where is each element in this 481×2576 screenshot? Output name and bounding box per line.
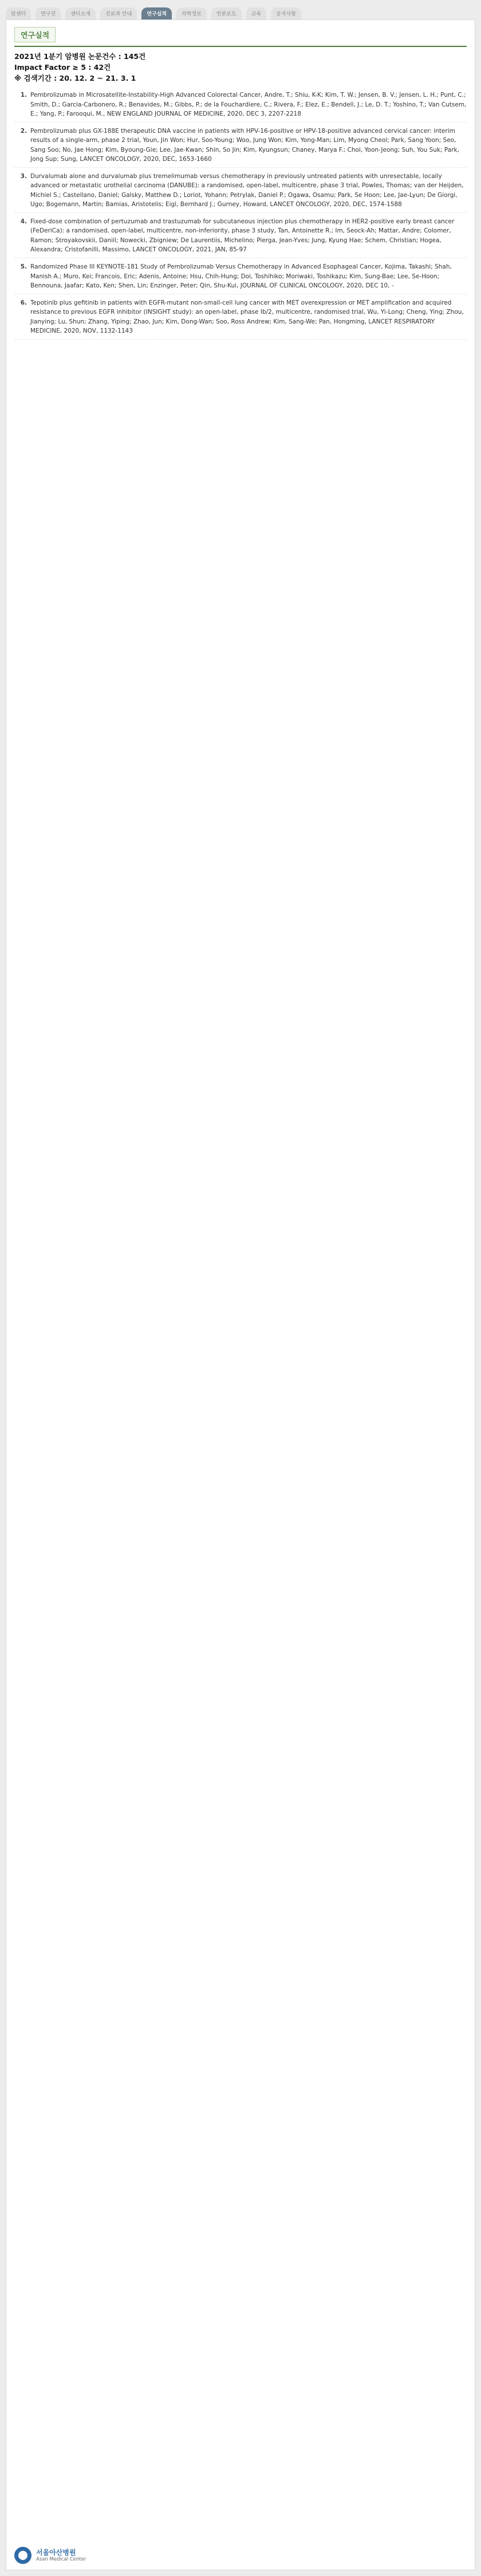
summary-paper-count: 2021년 1분기 암병원 논문건수 : 145건 <box>14 52 146 61</box>
summary-impact-factor: Impact Factor ≥ 5 : 42건 <box>14 62 111 72</box>
reference-list <box>14 90 467 340</box>
list-item <box>14 217 467 258</box>
ref-citation: Randomized Phase III KEYNOTE-181 Study of Pembrolizumab Versus Chemotherapy in Advanced Esophageal Cancer, Kojima, Takashi; Shah, Manish A.; Muro, Kei; Francois, Eric; Adenis, Antoine; Hsu, Chih-Hung; Doi, Toshihiko; Moriwaki, Toshikazu; Kim, Sung-Bae; Lee, Se-Hoon; Bennouna, Jaafar; Kato, Ken; Shen, Lin; Enzinger, Peter; Qin, Shu-Kui, JOURNAL OF CLINICAL ONCOLOGY, 2020, DEC 10, - <box>30 263 452 289</box>
summary-block <box>14 52 467 84</box>
page-content <box>6 19 475 2570</box>
ref-number: 6. <box>20 299 27 307</box>
ref-number: 5. <box>20 263 27 271</box>
ref-number: 1. <box>20 92 27 99</box>
list-item <box>14 298 467 340</box>
ref-number: 2. <box>20 128 27 135</box>
nav-tab[interactable]: 센터소개 <box>65 7 96 19</box>
ref-number: 4. <box>20 218 27 226</box>
nav-tab[interactable]: 교육 <box>246 7 266 19</box>
nav-tab[interactable]: 언론보도 <box>211 7 242 19</box>
ref-citation: Pembrolizumab plus GX-188E therapeutic DNA vaccine in patients with HPV-16-positive or HPV-18-positive advanced cervical cancer: interim results of a single-arm, phase 2 trial, Youn, Jin Won; Hur, Soo-Young; Woo, Jung Won; Kim, Yong-Man; Lim, Myong Cheol; Park, Sang Yoon; Seo, Sang Soo; No, Jae Hong; Kim, Byoung-Gie; Lee, Jae-Kwan; Shin, So Jin; Kim, Kyungsun; Chaney, Marya F.; Choi, Yoon-Jeong; Suh, You Suk; Park, Jong Sup; Sung, LANCET ONCOLOGY, 2020, DEC, 1653-1660 <box>30 128 459 163</box>
list-item <box>14 127 467 168</box>
nav-tab[interactable]: 연구진 <box>36 7 61 19</box>
nav-tab[interactable]: 공지사항 <box>271 7 301 19</box>
ref-number: 3. <box>20 173 27 180</box>
ref-citation: Tepotinib plus gefitinib in patients with EGFR-mutant non-small-cell lung cancer with MET overexpression or MET amplification and acquired resistance to previous EGFR inhibitor (INSIGHT study): an open-label, phase Ib/2, multicentre, randomised trial, Wu, Yi-Long; Cheng, Ying; Zhou, Jianying; Lu, Shun; Zhang, Yiping; Zhao, Jun; Kim, Dong-Wan; Soo, Ross Andrew; Kim, Sang-We; Pan, Hongming, LANCET RESPIRATORY MEDICINE, 2020, NOV, 1132-1143 <box>30 299 464 334</box>
summary-search-period: ※ 검색기간 : 20. 12. 2 ~ 21. 3. 1 <box>14 73 136 82</box>
top-nav <box>0 0 481 19</box>
ref-citation: Fixed-dose combination of pertuzumab and trastuzumab for subcutaneous injection plus chemotherapy in HER2-positive early breast cancer (FeDeriCa): a randomised, open-label, multicentre, non-inferiority, phase 3 study, Tan, Antoinette R.; Im, Seock-Ah; Mattar, Andre; Colomer, Ramon; Stroyakovskii, Daniil; Nowecki, Zbigniew; De Laurentiis, Michelino; Pierga, Jean-Yves; Jung, Kyung Hae; Schem, Christian; Hogea, Alexandra; Cristofanilli, Massimo, LANCET ONCOLOGY, 2021, JAN, 85-97 <box>30 218 455 253</box>
logo-text: 서울아산병원 <box>36 2548 76 2557</box>
logo-subtext: Asan Medical Center <box>36 2557 86 2563</box>
ref-citation: Durvalumab alone and durvalumab plus tremelimumab versus chemotherapy in previously untreated patients with unresectable, locally advanced or metastatic urothelial carcinoma (DANUBE): a randomised, open-label, multicentre, phase 3 trial, Powles, Thomas; van der Heijden, Michiel S.; Castellano, Daniel; Galsky, Matthew D.; Loriot, Yohann; Petrylak, Daniel P.; Ogawa, Osamu; Park, Se Hoon; Lee, Jae-Lyun; De Giorgi, Ugo; Bogemann, Martin; Bamias, Aristotelis; Eigl, Bernhard J.; Gurney, Howard, LANCET ONCOLOGY, 2020, DEC, 1574-1588 <box>30 173 464 208</box>
nav-tab[interactable]: 의학정보 <box>176 7 207 19</box>
list-item <box>14 262 467 294</box>
section-header <box>14 27 467 47</box>
nav-tab[interactable]: 진료과 안내 <box>100 7 137 19</box>
nav-tab[interactable]: 암센터 <box>6 7 31 19</box>
nav-tab[interactable]: 연구실적 <box>141 7 172 19</box>
hospital-logo-icon <box>14 2547 31 2564</box>
footer-logo <box>14 2547 86 2564</box>
section-title: 연구실적 <box>14 27 56 42</box>
list-item <box>14 172 467 213</box>
list-item <box>14 90 467 123</box>
ref-citation: Pembrolizumab in Microsatellite-Instability-High Advanced Colorectal Cancer, Andre, T.; Shiu, K-K; Kim, T. W.; Jensen, B. V.; Jensen, L. H.; Punt, C.; Smith, D.; Garcia-Carbonero, R.; Benavides, M.; Gibbs, P.; de la Fouchardiere, C.; Rivera, F.; Elez, E.; Bendell, J.; Le, D. T.; Yoshino, T.; Van Cutsem, E.; Yang, P.; Farooqui, M., NEW ENGLAND JOURNAL OF MEDICINE, 2020, DEC 3, 2207-2218 <box>30 92 467 117</box>
